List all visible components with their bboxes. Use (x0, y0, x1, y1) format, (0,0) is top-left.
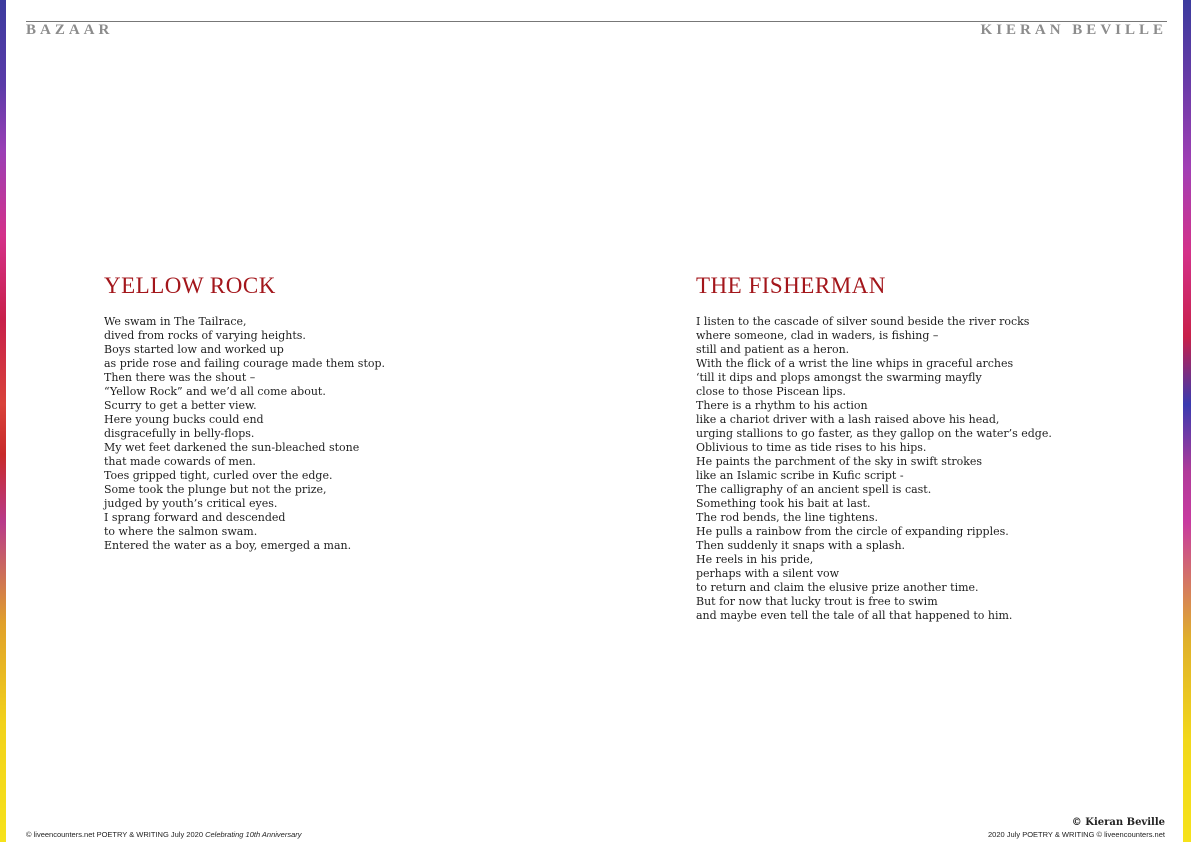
poem-line: I sprang forward and descended (104, 511, 286, 524)
poem-line: as pride rose and failing courage made them stop. (104, 357, 386, 370)
poem-line: Toes gripped tight, curled over the edge. (104, 469, 333, 482)
poem-line: Some took the plunge but not the prize, (104, 483, 327, 496)
poem-line: He reels in his pride, (696, 553, 814, 566)
poem-line: to where the salmon swam. (104, 525, 258, 538)
poem-line: close to those Piscean lips. (696, 385, 846, 398)
poem-line: But for now that lucky trout is free to swim (696, 595, 938, 608)
poem-body-the-fisherman (696, 315, 1052, 623)
poem-body-yellow-rock (104, 315, 385, 553)
poem-line: The rod bends, the line tightens. (696, 511, 879, 524)
poem-line: where someone, clad in waders, is fishing – (696, 329, 939, 342)
poem-line: Oblivious to time as tide rises to his hips. (696, 441, 927, 454)
poem-line: The calligraphy of an ancient spell is cast. (696, 483, 932, 496)
footer-right-credit: 2020 July POETRY & WRITING © liveencounters.net (988, 830, 1165, 839)
poem-line: With the flick of a wrist the line whips in graceful arches (696, 357, 1014, 370)
right-edge-gradient-strip (1183, 0, 1191, 842)
poem-line: and maybe even tell the tale of all that happened to him. (696, 609, 1013, 622)
poem-line: still and patient as a heron. (696, 343, 850, 356)
poem-line: perhaps with a silent vow (696, 567, 840, 580)
poem-line: “Yellow Rock” and we’d all come about. (104, 385, 326, 398)
poem-line: My wet feet darkened the sun-bleached stone (104, 441, 360, 454)
poem-line: He pulls a rainbow from the circle of expanding ripples. (696, 525, 1009, 538)
poem-line: He paints the parchment of the sky in swift strokes (696, 455, 983, 468)
poem-title-the-fisherman: THE FISHERMAN (696, 273, 886, 298)
header-author-name: KIERAN BEVILLE (980, 22, 1167, 38)
poem-line: Boys started low and worked up (104, 343, 284, 356)
poem-line: Then suddenly it snaps with a splash. (696, 539, 906, 552)
poem-line: dived from rocks of varying heights. (104, 329, 306, 342)
poem-line: urging stallions to go faster, as they gallop on the water’s edge. (696, 427, 1052, 440)
header-section-title: BAZAAR (26, 22, 114, 38)
poem-line: Then there was the shout – (104, 371, 256, 384)
footer-author-copyright: © Kieran Beville (1071, 817, 1165, 828)
poem-line: We swam in The Tailrace, (104, 315, 247, 328)
poem-line: like an Islamic scribe in Kufic script - (696, 469, 904, 482)
poem-line: like a chariot driver with a lash raised above his head, (696, 413, 1000, 426)
poem-line: Entered the water as a boy, emerged a man. (104, 539, 352, 552)
left-edge-gradient-strip (0, 0, 6, 842)
footer-left-text: © liveencounters.net POETRY & WRITING July 2020 (26, 830, 206, 839)
poem-line: Something took his bait at last. (696, 497, 871, 510)
poem-title-yellow-rock: YELLOW ROCK (104, 273, 276, 298)
poem-line: ‘till it dips and plops amongst the swarming mayfly (696, 371, 982, 384)
poem-line: Here young bucks could end (104, 413, 264, 426)
poem-line: judged by youth’s critical eyes. (104, 497, 278, 510)
poem-line: There is a rhythm to his action (696, 399, 868, 412)
poem-line: that made cowards of men. (104, 455, 256, 468)
footer-left-credit (26, 830, 302, 839)
poem-line: disgracefully in belly-flops. (104, 427, 255, 440)
poem-line: Scurry to get a better view. (104, 399, 257, 412)
poem-line: I listen to the cascade of silver sound beside the river rocks (696, 315, 1030, 328)
poem-line: to return and claim the elusive prize another time. (696, 581, 979, 594)
footer-left-anniversary: Celebrating 10th Anniversary (205, 830, 302, 839)
